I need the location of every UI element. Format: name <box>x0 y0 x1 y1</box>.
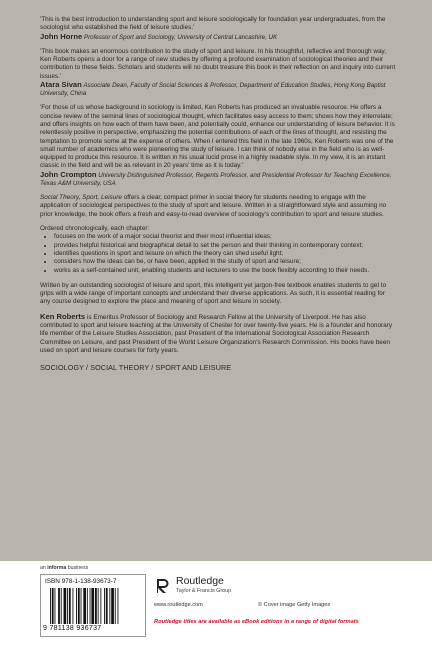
barcode-bars <box>50 588 138 624</box>
publisher-website: www.routledge.com <box>154 602 203 608</box>
informa-business-line: an informa business <box>40 565 89 571</box>
publisher-name: Routledge <box>176 575 224 587</box>
endorsement-1 <box>40 16 396 42</box>
author-name: Ken Roberts <box>40 311 86 321</box>
endorser-role: Associate Dean, Faculty of Social Sciences & Professor, Department of Education Studies, Hong Kong Baptist University, China <box>40 81 386 98</box>
endorsement-text: 'For those of us whose background in sociology is limited, Ken Roberts has produced an invaluable resource. He offers a concise review of the seminal lines of sociological thought, which facilitates easy access to them; shows how they interrelate; and offers insights on how each of them have been, and potentially could, enhance our understanding of leisure behavior. It is relentlessly positive in perspective, emphasizing the potential contributions of each of the lines of thought, and resisting the temptation to promote some at the expense of others. When I entered this field in the late 1960s, Ken Roberts was one of the small number of academics who were pioneering the study of leisure. I can think of nobody else in the field who is as well-equipped to produce this resource. It is written in his usual lucid prose in a highly readable style. In my view, it is an instant classic in the field and will be as relevant in 20 years' time as it is today.' <box>40 104 395 170</box>
endorsement-3 <box>40 104 396 188</box>
chapter-intro: Ordered chronologically, each chapter: <box>40 225 150 233</box>
book-description <box>40 194 396 219</box>
endorser-name: Atara Sivan <box>40 79 82 89</box>
list-item: • works as a self-contained unit, enabling students and lecturers to use the book flexibly according to their needs. <box>54 267 396 275</box>
barcode-number: 9 781138 936737 <box>43 625 102 632</box>
informa-brand: informa <box>47 565 67 571</box>
endorsement-2 <box>40 48 396 99</box>
author-bio-text: is Emeritus Professor of Sociology and Research Fellow at the University of Liverpool. He has also contributed to sport and leisure teaching at the University of Chester for over twenty-five years. He is a founder and honorary life member of the Leisure Studies Association, past President of the International Sociological Association Research Committee on Leisure, and past President of the World Leisure Organization's Research Commission. His books have been used on sport and leisure courses for forty years. <box>40 313 393 354</box>
cover-text <box>40 16 396 372</box>
endorser-role: University Distinguished Professor, Regents Professor, and Presidential Professor for Teaching Excellence, Texas A&M University, USA <box>40 171 392 187</box>
subject-categories: SOCIOLOGY / SOCIAL THEORY / SPORT AND LEISURE <box>40 363 232 373</box>
list-item: • focuses on the work of a major social theorist and their most influential ideas; <box>54 233 396 241</box>
ebook-note: Routledge titles are available as eBook editions in a range of digital formats <box>154 619 359 625</box>
publisher-group: Taylor & Francis Group <box>176 588 232 594</box>
book-title: Social Theory, Sport, Leisure <box>40 194 122 202</box>
summary-paragraph: Written by an outstanding sociologist of leisure and sport, this intelligent yet jargon-free textbook enables students to get to grips with a wide range of important concepts and understand their diverse applications. As such, it is essential reading for any course designed to explore the place and meaning of sport and leisure in society. <box>40 281 387 306</box>
list-item: • identifies questions in sport and leisure on which the theory can shed useful light; <box>54 250 396 258</box>
endorser-name: John Crompton <box>40 169 97 179</box>
endorser-name: John Horne <box>40 31 83 41</box>
description-text: offers a clear, compact primer in social theory for students needing to engage with the application of sociological perspectives to the study of sport and leisure. Written in a straightforward style and assuming no prior knowledge, the book offers a fresh and easy-to-read overview of sociology's contribution to sport and leisure studies. <box>40 194 387 218</box>
barcode <box>40 574 146 637</box>
image-credit: © Cover image Getty Images <box>258 602 331 608</box>
author-bio <box>40 313 396 355</box>
list-item: • considers how the ideas can be, or have been, applied in the study of sport and leisure; <box>54 258 396 266</box>
chapter-features-list <box>40 233 396 274</box>
endorser-role: Professor of Sport and Sociology, University of Central Lancashire, UK <box>83 33 278 41</box>
isbn-number: ISBN 978-1-138-93673-7 <box>45 578 117 585</box>
endorsement-text: 'This book makes an enormous contribution to the study of sport and leisure. In his thoughtful, reflective and thorough way, Ken Roberts opens a door for a range of new studies by offering a profound examination of sociological theories and their contribution to these fields. Scholars and students will no doubt treasure this book in their reflection on and inquiry into current issues.' <box>40 47 396 80</box>
list-item: • provides helpful historical and biographical detail to set the person and their thinking in contemporary context; <box>54 242 396 250</box>
endorsement-text: 'This is the best introduction to understanding sport and leisure sociologically for foundation year undergraduates, from the sociologist who established the field of leisure studies.' <box>40 16 386 32</box>
routledge-logo-icon <box>154 577 172 595</box>
footer-panel <box>0 561 432 648</box>
